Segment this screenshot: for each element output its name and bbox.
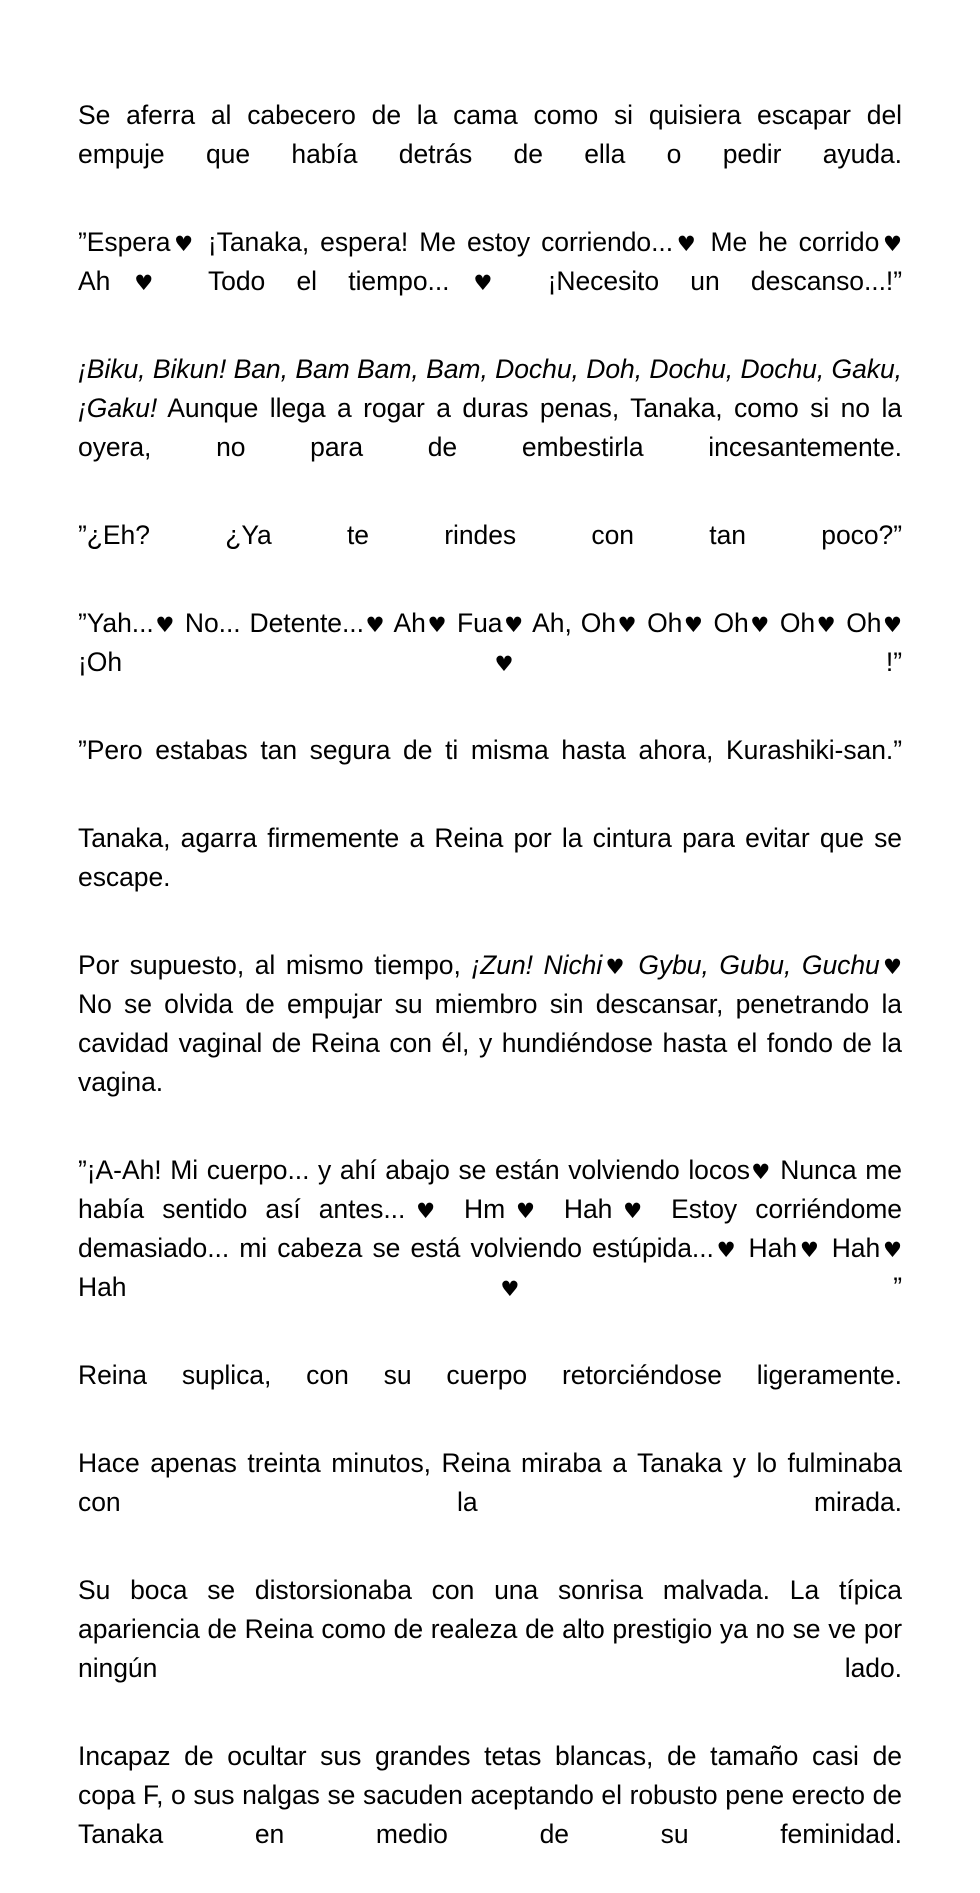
heart-icon: ♥ [170,230,197,256]
heart-icon: ♥ [363,611,387,637]
paragraph-4-dialogue: ”¿Eh? ¿Ya te rindes con tan poco?” [78,520,902,550]
heart-icon: ♥ [425,611,449,637]
heart-icon: ♥ [749,1158,772,1184]
paragraph-13: Incapaz de ocultar sus grandes tetas blancas, de tamaño casi de copa F, o sus nalgas se sacuden aceptando el robusto pene erecto de Tanaka en medio de su feminidad. [78,1741,902,1849]
paragraph-5-dialogue: ”Yah...♥ No... Detente...♥ Ah♥ Fua♥ Ah, Oh♥ Oh♥ Oh♥ Oh♥ Oh♥ ¡Oh♥!” [78,608,903,677]
heart-icon: ♥ [879,230,902,256]
paragraph-6-dialogue: ”Pero estabas tan segura de ti misma hasta ahora, Kurashiki-san.” [78,735,902,765]
document-text-body [78,96,902,1893]
heart-icon: ♥ [748,611,771,637]
heart-icon: ♥ [615,611,639,637]
heart-icon: ♥ [797,1236,822,1262]
paragraph-11: Hace apenas treinta minutos, Reina miraba a Tanaka y lo fulminaba con la mirada. [78,1448,902,1517]
paragraph-10: Reina suplica, con su cuerpo retorciéndose ligeramente. [78,1360,902,1390]
heart-icon: ♥ [502,611,525,637]
paragraph-3-rest: Aunque llega a rogar a duras penas, Tanaka, como si no la oyera, no para de embestirla incesantemente. [78,393,902,462]
heart-icon: ♥ [682,611,705,637]
heart-icon: ♥ [879,953,902,979]
heart-icon: ♥ [673,230,700,256]
heart-icon: ♥ [126,1275,894,1301]
heart-icon: ♥ [405,1197,446,1223]
heart-icon: ♥ [122,650,886,676]
heart-icon: ♥ [881,611,903,637]
heart-icon: ♥ [153,611,176,637]
heart-icon: ♥ [815,611,838,637]
onomatopoeia-inline: ¡Zun! Nichi♥ Gybu, Gubu, Guchu♥ [471,950,902,980]
heart-icon: ♥ [505,1197,546,1223]
heart-icon: ♥ [713,1236,739,1262]
heart-icon: ♥ [880,1236,902,1262]
paragraph-1: Se aferra al cabecero de la cama como si quisiera escapar del empuje que había detrás de ella o pedir ayuda. [78,100,902,169]
heart-icon: ♥ [110,269,178,295]
paragraph-7: Tanaka, agarra firmemente a Reina por la cintura para evitar que se escape. [78,823,902,892]
heart-icon: ♥ [449,269,517,295]
paragraph-8-lead: Por supuesto, al mismo tiempo, [78,950,472,980]
paragraph-8-onomatopoeia [78,946,902,1141]
paragraph-9-dialogue: ”¡A-Ah! Mi cuerpo... y ahí abajo se están volviendo locos♥ Nunca me había sentido así antes...♥ Hm♥ Hah♥ Estoy corriéndome demasiado... mi cabeza se está volviendo estúpida...♥ Hah♥ Hah♥ Hah♥” [78,1155,902,1302]
paragraph-3-onomatopoeia [78,350,902,506]
paragraph-12: Su boca se distorsionaba con una sonrisa malvada. La típica apariencia de Reina como de realeza de alto prestigio ya no se ve por ningún lado. [78,1575,902,1683]
paragraph-8-rest: No se olvida de empujar su miembro sin descansar, penetrando la cavidad vaginal de Reina con él, y hundiéndose hasta el fondo de la vagina. [78,989,902,1097]
heart-icon: ♥ [602,953,628,979]
heart-icon: ♥ [612,1197,653,1223]
onomatopoeia-lead: ¡Biku, Bikun! Ban, Bam Bam, Bam, Dochu, Doh, Dochu, Dochu, Gaku, ¡Gaku! [78,354,902,423]
paragraph-2-dialogue: ”Espera♥ ¡Tanaka, espera! Me estoy corriendo...♥ Me he corrido♥ Ah♥ Todo el tiempo...♥ ¡Necesito un descanso...!” [78,227,902,296]
